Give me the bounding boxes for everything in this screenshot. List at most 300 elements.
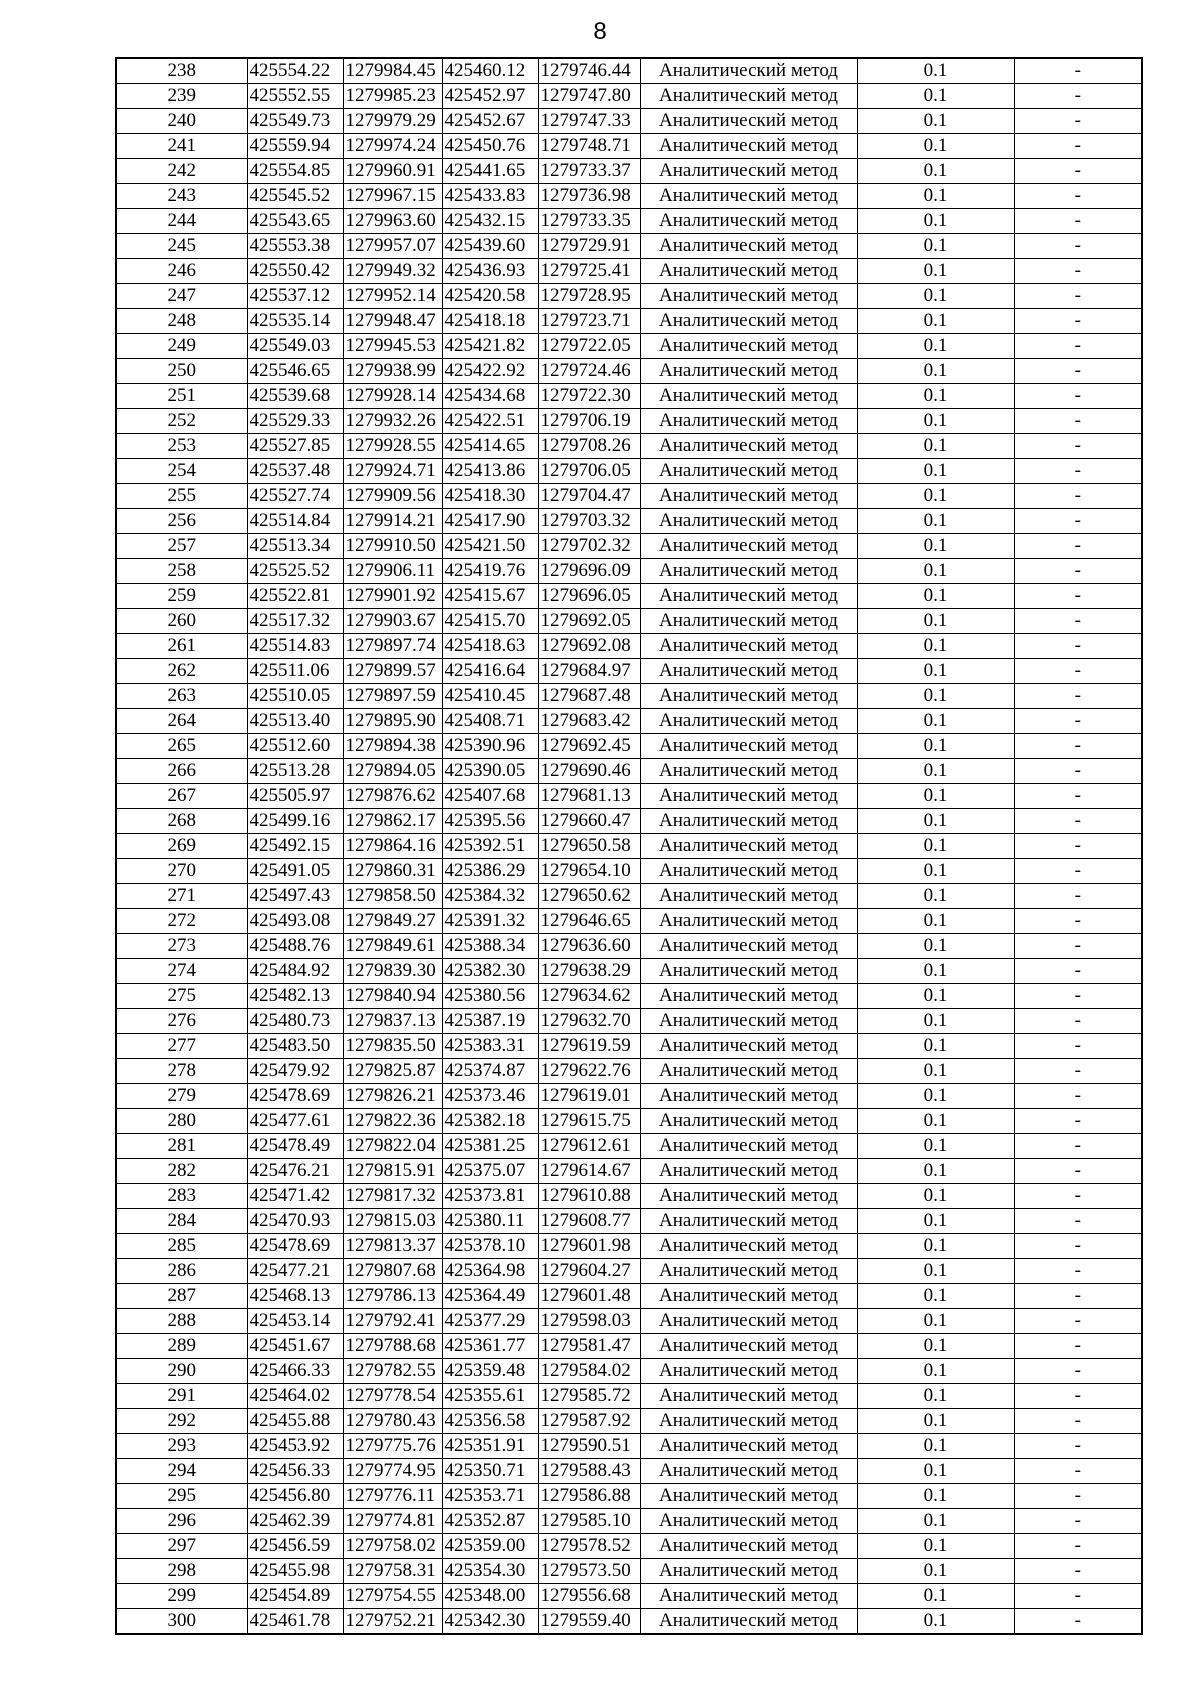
y2-cell: 1279636.60 [538, 934, 640, 959]
x2-cell: 425392.51 [442, 834, 538, 859]
note-cell: - [1014, 659, 1142, 684]
table-row [116, 84, 1142, 109]
method-cell: Аналитический метод [640, 1384, 857, 1409]
note-cell: - [1014, 1309, 1142, 1334]
y2-cell: 1279650.62 [538, 884, 640, 909]
x1-cell: 425552.55 [247, 84, 343, 109]
x2-cell: 425359.48 [442, 1359, 538, 1384]
y1-cell: 1279780.43 [343, 1409, 442, 1434]
x2-cell: 425354.30 [442, 1559, 538, 1584]
method-cell: Аналитический метод [640, 1234, 857, 1259]
point-number-cell: 262 [116, 659, 247, 684]
y2-cell: 1279681.13 [538, 784, 640, 809]
table-row [116, 234, 1142, 259]
note-cell: - [1014, 934, 1142, 959]
x2-cell: 425348.00 [442, 1584, 538, 1609]
y2-cell: 1279692.45 [538, 734, 640, 759]
precision-cell: 0.1 [857, 1309, 1014, 1334]
x1-cell: 425482.13 [247, 984, 343, 1009]
precision-cell: 0.1 [857, 709, 1014, 734]
y2-cell: 1279692.05 [538, 609, 640, 634]
y2-cell: 1279660.47 [538, 809, 640, 834]
precision-cell: 0.1 [857, 559, 1014, 584]
y1-cell: 1279914.21 [343, 509, 442, 534]
y1-cell: 1279837.13 [343, 1009, 442, 1034]
y1-cell: 1279903.67 [343, 609, 442, 634]
precision-cell: 0.1 [857, 1009, 1014, 1034]
table-row [116, 259, 1142, 284]
table-row [116, 334, 1142, 359]
point-number-cell: 272 [116, 909, 247, 934]
note-cell: - [1014, 259, 1142, 284]
note-cell: - [1014, 1584, 1142, 1609]
y2-cell: 1279634.62 [538, 984, 640, 1009]
method-cell: Аналитический метод [640, 159, 857, 184]
point-number-cell: 259 [116, 584, 247, 609]
method-cell: Аналитический метод [640, 1209, 857, 1234]
x1-cell: 425455.98 [247, 1559, 343, 1584]
point-number-cell: 276 [116, 1009, 247, 1034]
note-cell: - [1014, 109, 1142, 134]
note-cell: - [1014, 1334, 1142, 1359]
y2-cell: 1279650.58 [538, 834, 640, 859]
x1-cell: 425453.92 [247, 1434, 343, 1459]
x1-cell: 425513.40 [247, 709, 343, 734]
x2-cell: 425374.87 [442, 1059, 538, 1084]
method-cell: Аналитический метод [640, 984, 857, 1009]
point-number-cell: 268 [116, 809, 247, 834]
x1-cell: 425483.50 [247, 1034, 343, 1059]
method-cell: Аналитический метод [640, 1059, 857, 1084]
method-cell: Аналитический метод [640, 1334, 857, 1359]
method-cell: Аналитический метод [640, 84, 857, 109]
table-row [116, 209, 1142, 234]
method-cell: Аналитический метод [640, 1309, 857, 1334]
x1-cell: 425525.52 [247, 559, 343, 584]
x2-cell: 425421.50 [442, 534, 538, 559]
note-cell: - [1014, 1059, 1142, 1084]
point-number-cell: 299 [116, 1584, 247, 1609]
y2-cell: 1279683.42 [538, 709, 640, 734]
table-row [116, 709, 1142, 734]
table-row [116, 734, 1142, 759]
table-row [116, 809, 1142, 834]
x2-cell: 425410.45 [442, 684, 538, 709]
y1-cell: 1279774.95 [343, 1459, 442, 1484]
note-cell: - [1014, 759, 1142, 784]
precision-cell: 0.1 [857, 409, 1014, 434]
point-number-cell: 277 [116, 1034, 247, 1059]
note-cell: - [1014, 1084, 1142, 1109]
method-cell: Аналитический метод [640, 759, 857, 784]
note-cell: - [1014, 634, 1142, 659]
x2-cell: 425364.98 [442, 1259, 538, 1284]
table-row [116, 58, 1142, 84]
method-cell: Аналитический метод [640, 284, 857, 309]
x1-cell: 425545.52 [247, 184, 343, 209]
point-number-cell: 265 [116, 734, 247, 759]
y1-cell: 1279754.55 [343, 1584, 442, 1609]
x2-cell: 425351.91 [442, 1434, 538, 1459]
x1-cell: 425522.81 [247, 584, 343, 609]
note-cell: - [1014, 359, 1142, 384]
y2-cell: 1279724.46 [538, 359, 640, 384]
precision-cell: 0.1 [857, 1084, 1014, 1109]
precision-cell: 0.1 [857, 434, 1014, 459]
precision-cell: 0.1 [857, 534, 1014, 559]
y1-cell: 1279928.14 [343, 384, 442, 409]
y1-cell: 1279860.31 [343, 859, 442, 884]
x2-cell: 425417.90 [442, 509, 538, 534]
table-row [116, 959, 1142, 984]
method-cell: Аналитический метод [640, 809, 857, 834]
y1-cell: 1279924.71 [343, 459, 442, 484]
y1-cell: 1279849.61 [343, 934, 442, 959]
precision-cell: 0.1 [857, 1384, 1014, 1409]
x1-cell: 425546.65 [247, 359, 343, 384]
note-cell: - [1014, 809, 1142, 834]
y2-cell: 1279573.50 [538, 1559, 640, 1584]
precision-cell: 0.1 [857, 1409, 1014, 1434]
x2-cell: 425382.18 [442, 1109, 538, 1134]
method-cell: Аналитический метод [640, 1109, 857, 1134]
y1-cell: 1279775.76 [343, 1434, 442, 1459]
note-cell: - [1014, 1009, 1142, 1034]
y2-cell: 1279723.71 [538, 309, 640, 334]
x2-cell: 425364.49 [442, 1284, 538, 1309]
note-cell: - [1014, 1534, 1142, 1559]
table-row [116, 1234, 1142, 1259]
table-row [116, 284, 1142, 309]
note-cell: - [1014, 884, 1142, 909]
method-cell: Аналитический метод [640, 1284, 857, 1309]
y2-cell: 1279736.98 [538, 184, 640, 209]
table-row [116, 859, 1142, 884]
y1-cell: 1279840.94 [343, 984, 442, 1009]
point-number-cell: 244 [116, 209, 247, 234]
x2-cell: 425380.11 [442, 1209, 538, 1234]
method-cell: Аналитический метод [640, 934, 857, 959]
precision-cell: 0.1 [857, 509, 1014, 534]
y1-cell: 1279906.11 [343, 559, 442, 584]
note-cell: - [1014, 1459, 1142, 1484]
x2-cell: 425414.65 [442, 434, 538, 459]
x1-cell: 425535.14 [247, 309, 343, 334]
x1-cell: 425464.02 [247, 1384, 343, 1409]
y1-cell: 1279899.57 [343, 659, 442, 684]
y2-cell: 1279708.26 [538, 434, 640, 459]
precision-cell: 0.1 [857, 359, 1014, 384]
note-cell: - [1014, 709, 1142, 734]
y2-cell: 1279578.52 [538, 1534, 640, 1559]
y1-cell: 1279758.31 [343, 1559, 442, 1584]
point-number-cell: 287 [116, 1284, 247, 1309]
precision-cell: 0.1 [857, 1209, 1014, 1234]
x1-cell: 425550.42 [247, 259, 343, 284]
table-row [116, 759, 1142, 784]
x1-cell: 425478.49 [247, 1134, 343, 1159]
table-row [116, 1434, 1142, 1459]
table-row [116, 509, 1142, 534]
method-cell: Аналитический метод [640, 1434, 857, 1459]
x1-cell: 425477.61 [247, 1109, 343, 1134]
x2-cell: 425391.32 [442, 909, 538, 934]
y2-cell: 1279615.75 [538, 1109, 640, 1134]
method-cell: Аналитический метод [640, 834, 857, 859]
x1-cell: 425505.97 [247, 784, 343, 809]
table-row [116, 884, 1142, 909]
method-cell: Аналитический метод [640, 559, 857, 584]
point-number-cell: 257 [116, 534, 247, 559]
y2-cell: 1279687.48 [538, 684, 640, 709]
point-number-cell: 255 [116, 484, 247, 509]
x1-cell: 425514.83 [247, 634, 343, 659]
y1-cell: 1279862.17 [343, 809, 442, 834]
y1-cell: 1279895.90 [343, 709, 442, 734]
x2-cell: 425420.58 [442, 284, 538, 309]
table-row [116, 359, 1142, 384]
note-cell: - [1014, 1184, 1142, 1209]
y1-cell: 1279910.50 [343, 534, 442, 559]
y1-cell: 1279776.11 [343, 1484, 442, 1509]
method-cell: Аналитический метод [640, 684, 857, 709]
x1-cell: 425477.21 [247, 1259, 343, 1284]
table-row [116, 459, 1142, 484]
precision-cell: 0.1 [857, 1159, 1014, 1184]
table-row [116, 309, 1142, 334]
x1-cell: 425527.85 [247, 434, 343, 459]
y1-cell: 1279932.26 [343, 409, 442, 434]
x1-cell: 425456.80 [247, 1484, 343, 1509]
method-cell: Аналитический метод [640, 1084, 857, 1109]
note-cell: - [1014, 584, 1142, 609]
table-row [116, 1309, 1142, 1334]
x1-cell: 425537.48 [247, 459, 343, 484]
method-cell: Аналитический метод [640, 434, 857, 459]
x1-cell: 425514.84 [247, 509, 343, 534]
point-number-cell: 295 [116, 1484, 247, 1509]
point-number-cell: 245 [116, 234, 247, 259]
precision-cell: 0.1 [857, 834, 1014, 859]
y2-cell: 1279702.32 [538, 534, 640, 559]
method-cell: Аналитический метод [640, 534, 857, 559]
point-number-cell: 271 [116, 884, 247, 909]
y2-cell: 1279610.88 [538, 1184, 640, 1209]
precision-cell: 0.1 [857, 259, 1014, 284]
table-row [116, 1334, 1142, 1359]
x2-cell: 425383.31 [442, 1034, 538, 1059]
note-cell: - [1014, 559, 1142, 584]
table-row [116, 934, 1142, 959]
x2-cell: 425415.70 [442, 609, 538, 634]
note-cell: - [1014, 684, 1142, 709]
note-cell: - [1014, 1384, 1142, 1409]
x1-cell: 425451.67 [247, 1334, 343, 1359]
point-number-cell: 300 [116, 1609, 247, 1635]
table-body [116, 58, 1142, 1634]
method-cell: Аналитический метод [640, 1184, 857, 1209]
x2-cell: 425382.30 [442, 959, 538, 984]
x2-cell: 425433.83 [442, 184, 538, 209]
precision-cell: 0.1 [857, 1109, 1014, 1134]
precision-cell: 0.1 [857, 234, 1014, 259]
note-cell: - [1014, 984, 1142, 1009]
y2-cell: 1279598.03 [538, 1309, 640, 1334]
note-cell: - [1014, 1509, 1142, 1534]
precision-cell: 0.1 [857, 1334, 1014, 1359]
table-row [116, 1184, 1142, 1209]
x1-cell: 425484.92 [247, 959, 343, 984]
x2-cell: 425439.60 [442, 234, 538, 259]
precision-cell: 0.1 [857, 1434, 1014, 1459]
x1-cell: 425511.06 [247, 659, 343, 684]
note-cell: - [1014, 1359, 1142, 1384]
precision-cell: 0.1 [857, 1259, 1014, 1284]
note-cell: - [1014, 1034, 1142, 1059]
note-cell: - [1014, 1109, 1142, 1134]
x1-cell: 425488.76 [247, 934, 343, 959]
y1-cell: 1279909.56 [343, 484, 442, 509]
note-cell: - [1014, 609, 1142, 634]
precision-cell: 0.1 [857, 334, 1014, 359]
x2-cell: 425441.65 [442, 159, 538, 184]
y2-cell: 1279585.10 [538, 1509, 640, 1534]
x2-cell: 425419.76 [442, 559, 538, 584]
y2-cell: 1279684.97 [538, 659, 640, 684]
point-number-cell: 252 [116, 409, 247, 434]
x2-cell: 425355.61 [442, 1384, 538, 1409]
note-cell: - [1014, 1209, 1142, 1234]
method-cell: Аналитический метод [640, 884, 857, 909]
precision-cell: 0.1 [857, 909, 1014, 934]
x1-cell: 425529.33 [247, 409, 343, 434]
point-number-cell: 290 [116, 1359, 247, 1384]
point-number-cell: 238 [116, 58, 247, 84]
method-cell: Аналитический метод [640, 634, 857, 659]
x1-cell: 425456.59 [247, 1534, 343, 1559]
y1-cell: 1279949.32 [343, 259, 442, 284]
y1-cell: 1279813.37 [343, 1234, 442, 1259]
y1-cell: 1279826.21 [343, 1084, 442, 1109]
y2-cell: 1279748.71 [538, 134, 640, 159]
table-row [116, 1559, 1142, 1584]
x1-cell: 425454.89 [247, 1584, 343, 1609]
note-cell: - [1014, 734, 1142, 759]
x2-cell: 425387.19 [442, 1009, 538, 1034]
y2-cell: 1279612.61 [538, 1134, 640, 1159]
point-number-cell: 260 [116, 609, 247, 634]
method-cell: Аналитический метод [640, 1009, 857, 1034]
table-row [116, 409, 1142, 434]
y1-cell: 1279786.13 [343, 1284, 442, 1309]
precision-cell: 0.1 [857, 1484, 1014, 1509]
method-cell: Аналитический метод [640, 409, 857, 434]
precision-cell: 0.1 [857, 284, 1014, 309]
y2-cell: 1279703.32 [538, 509, 640, 534]
x2-cell: 425342.30 [442, 1609, 538, 1635]
precision-cell: 0.1 [857, 309, 1014, 334]
table-row [116, 434, 1142, 459]
y1-cell: 1279963.60 [343, 209, 442, 234]
method-cell: Аналитический метод [640, 609, 857, 634]
note-cell: - [1014, 1484, 1142, 1509]
y1-cell: 1279960.91 [343, 159, 442, 184]
y1-cell: 1279858.50 [343, 884, 442, 909]
note-cell: - [1014, 784, 1142, 809]
point-number-cell: 284 [116, 1209, 247, 1234]
y1-cell: 1279817.32 [343, 1184, 442, 1209]
point-number-cell: 274 [116, 959, 247, 984]
point-number-cell: 247 [116, 284, 247, 309]
x2-cell: 425418.18 [442, 309, 538, 334]
method-cell: Аналитический метод [640, 484, 857, 509]
y1-cell: 1279984.45 [343, 58, 442, 84]
y1-cell: 1279897.74 [343, 634, 442, 659]
point-number-cell: 289 [116, 1334, 247, 1359]
note-cell: - [1014, 1234, 1142, 1259]
precision-cell: 0.1 [857, 659, 1014, 684]
precision-cell: 0.1 [857, 134, 1014, 159]
method-cell: Аналитический метод [640, 134, 857, 159]
y1-cell: 1279825.87 [343, 1059, 442, 1084]
method-cell: Аналитический метод [640, 1559, 857, 1584]
note-cell: - [1014, 1609, 1142, 1635]
x2-cell: 425361.77 [442, 1334, 538, 1359]
precision-cell: 0.1 [857, 209, 1014, 234]
precision-cell: 0.1 [857, 959, 1014, 984]
method-cell: Аналитический метод [640, 1259, 857, 1284]
note-cell: - [1014, 184, 1142, 209]
table-row [116, 559, 1142, 584]
x1-cell: 425510.05 [247, 684, 343, 709]
x1-cell: 425456.33 [247, 1459, 343, 1484]
y2-cell: 1279632.70 [538, 1009, 640, 1034]
point-number-cell: 293 [116, 1434, 247, 1459]
point-number-cell: 241 [116, 134, 247, 159]
y2-cell: 1279588.43 [538, 1459, 640, 1484]
x1-cell: 425471.42 [247, 1184, 343, 1209]
x1-cell: 425478.69 [247, 1234, 343, 1259]
precision-cell: 0.1 [857, 1234, 1014, 1259]
y2-cell: 1279614.67 [538, 1159, 640, 1184]
point-number-cell: 294 [116, 1459, 247, 1484]
y1-cell: 1279815.03 [343, 1209, 442, 1234]
point-number-cell: 243 [116, 184, 247, 209]
note-cell: - [1014, 384, 1142, 409]
table-row [116, 1259, 1142, 1284]
y1-cell: 1279782.55 [343, 1359, 442, 1384]
note-cell: - [1014, 909, 1142, 934]
point-number-cell: 285 [116, 1234, 247, 1259]
table-row [116, 1034, 1142, 1059]
note-cell: - [1014, 484, 1142, 509]
table-row [116, 384, 1142, 409]
table-row [116, 909, 1142, 934]
note-cell: - [1014, 84, 1142, 109]
method-cell: Аналитический метод [640, 1034, 857, 1059]
table-row [116, 159, 1142, 184]
precision-cell: 0.1 [857, 759, 1014, 784]
table-row [116, 184, 1142, 209]
precision-cell: 0.1 [857, 634, 1014, 659]
point-number-cell: 267 [116, 784, 247, 809]
x2-cell: 425378.10 [442, 1234, 538, 1259]
y1-cell: 1279788.68 [343, 1334, 442, 1359]
note-cell: - [1014, 309, 1142, 334]
x2-cell: 425416.64 [442, 659, 538, 684]
method-cell: Аналитический метод [640, 184, 857, 209]
point-number-cell: 280 [116, 1109, 247, 1134]
